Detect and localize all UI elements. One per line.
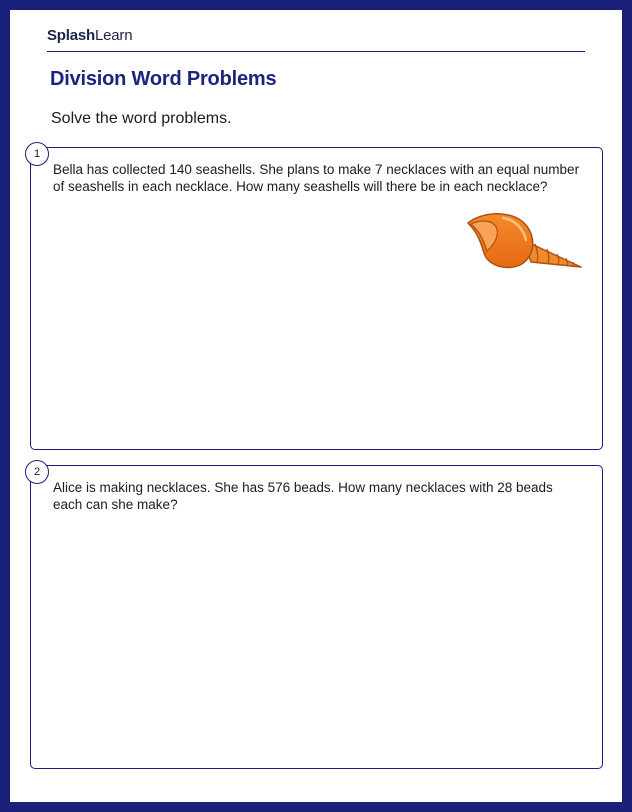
problem-box-2	[30, 465, 603, 769]
problem-number-badge: 1	[25, 142, 49, 166]
problem-box-1	[30, 147, 603, 450]
brand-splash: Splash	[47, 27, 95, 44]
brand-learn: Learn	[94, 27, 133, 44]
page-title: Division Word Problems	[50, 68, 277, 90]
problem-text: Alice is making necklaces. She has 576 beads. How many necklaces with 28 beads each can she make?	[53, 480, 553, 512]
problem-text: Bella has collected 140 seashells. She plans to make 7 necklaces with an equal number of seashells in each necklace. How many seashells will there be in each necklace?	[53, 162, 580, 194]
brand-logo	[47, 27, 132, 44]
worksheet-page	[10, 10, 622, 802]
problem-number-badge: 2	[25, 460, 49, 484]
header-divider	[47, 51, 585, 52]
seashell-icon	[465, 210, 583, 272]
instructions-text: Solve the word problems.	[51, 110, 232, 127]
